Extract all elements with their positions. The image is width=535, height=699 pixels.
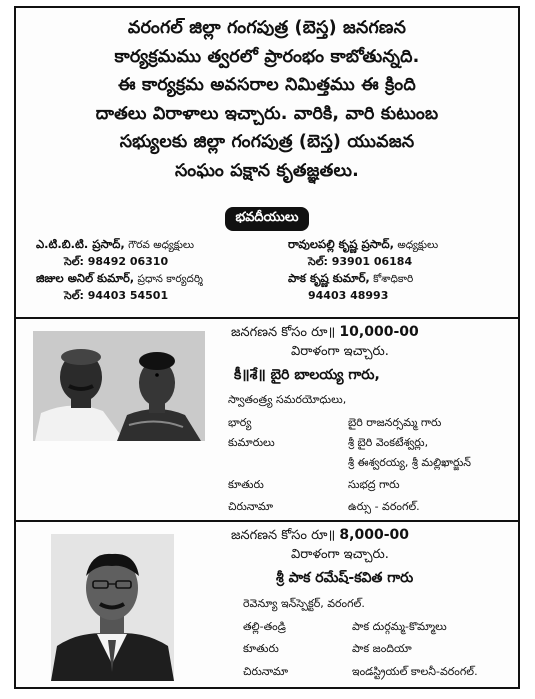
signatory-role: అధ్యక్షులు bbox=[397, 239, 439, 251]
section-divider bbox=[16, 520, 518, 522]
field-label: తల్లి-తండ్రి bbox=[243, 620, 286, 633]
signatory-phone: 94403 48993 bbox=[308, 289, 389, 302]
notice-frame bbox=[14, 6, 520, 689]
donation-amount: జనగణన కోసం రూ॥ 8,000-00 bbox=[231, 527, 409, 543]
field-value: బైరి రాజనర్సమ్మ గారు bbox=[348, 416, 442, 429]
intro-line: దాతలు విరాళాలు ఇచ్చారు. వారికి, వారి కుటుంబ bbox=[95, 103, 439, 124]
section-divider bbox=[16, 317, 518, 319]
portrait-photo-illustration bbox=[51, 534, 174, 681]
signatory-phone: సెల్: 94403 54501 bbox=[64, 289, 169, 302]
signatories bbox=[36, 236, 506, 304]
donation-given: విరాళంగా ఇచ్చారు. bbox=[291, 547, 389, 562]
signatory-row bbox=[36, 236, 506, 253]
field-label: కూతురు bbox=[243, 642, 279, 655]
field-value: ఉర్సు - వరంగల్. bbox=[348, 500, 420, 513]
intro-line: సభ్యులకు జిల్లా గంగపుత్ర (బెస్త) యువజన bbox=[119, 132, 415, 153]
field-value: ఇండస్ట్రియల్ కాలనీ-వరంగల్. bbox=[352, 665, 478, 678]
donation-amount: జనగణన కోసం రూ॥ 10,000-00 bbox=[231, 324, 419, 340]
signatory-role: గౌరవ అధ్యక్షులు bbox=[128, 239, 194, 251]
field-value: శ్రీ బైరి వెంకటేశ్వర్లు, bbox=[348, 436, 429, 449]
donation-given: విరాళంగా ఇచ్చారు. bbox=[291, 344, 389, 359]
field-label: కూతురు bbox=[228, 478, 264, 491]
signatory-phone-row bbox=[36, 287, 506, 304]
signatory-phone: సెల్: 98492 06310 bbox=[64, 255, 169, 268]
amount-value: 10,000-00 bbox=[339, 324, 419, 340]
intro-line: కార్యక్రమము త్వరలో ప్రారంభం కాబోతున్నది. bbox=[114, 46, 420, 67]
signatory-name: రావులపల్లి కృష్ణ ప్రసాద్, bbox=[288, 237, 394, 251]
field-value: పాక దుర్గమ్మ-కొమ్మాలు bbox=[352, 620, 447, 633]
signatory-phone: సెల్: 93901 06184 bbox=[308, 255, 413, 268]
signatory-name: జిజుల అనిల్ కుమార్, bbox=[36, 271, 135, 285]
signatory-row bbox=[36, 270, 506, 287]
field-value: పాక జందియా bbox=[352, 642, 412, 655]
donor-name: శ్రీ పాక రమేష్-కవిత గారు bbox=[276, 570, 414, 586]
signatory-name: ఎ.టి.బి.టి. ప్రసాద్, bbox=[36, 237, 125, 251]
field-value: సుభద్ర గారు bbox=[348, 478, 400, 491]
signatory-role: కోశాధికారి bbox=[373, 273, 414, 285]
field-label: కుమారులు bbox=[228, 436, 275, 449]
signatory-name: పాక కృష్ణ కుమార్, bbox=[288, 271, 370, 285]
donor-couple-photo bbox=[33, 331, 205, 441]
field-value: శ్రీ ఈశ్వరయ్య, శ్రీ మల్లిఖార్జున్ bbox=[348, 456, 472, 469]
signatory-phone-row bbox=[36, 253, 506, 270]
couple-photo-illustration bbox=[33, 331, 205, 441]
donor-title: రెవెన్యూ ఇన్‌స్పెక్టర్, వరంగల్. bbox=[243, 597, 365, 610]
donor-name: కీ॥శే॥ బైరి బాలయ్య గారు, bbox=[234, 367, 380, 383]
field-label: భార్య bbox=[228, 416, 252, 429]
yours-sincerely-badge: భవదీయులు bbox=[225, 207, 308, 231]
amount-value: 8,000-00 bbox=[339, 527, 409, 543]
signatory-role: ప్రధాన కార్యదర్శి bbox=[137, 273, 203, 285]
intro-line: ఈ కార్యక్రమ అవసరాల నిమిత్తము ఈ క్రింది bbox=[118, 75, 416, 96]
intro-line: వరంగల్ జిల్లా గంగపుత్ర (బెస్త) జనగణన bbox=[127, 18, 407, 38]
donor-title: స్వాతంత్ర్య సమరయోధులు, bbox=[228, 393, 347, 406]
field-label: చిరునామా bbox=[243, 665, 289, 678]
intro-text bbox=[16, 14, 518, 186]
badge-wrap bbox=[16, 206, 518, 231]
field-label: చిరునామా bbox=[228, 500, 274, 513]
intro-line: సంఘం పక్షాన కృతజ్ఞతలు. bbox=[175, 160, 359, 181]
donor-photo bbox=[51, 534, 174, 681]
